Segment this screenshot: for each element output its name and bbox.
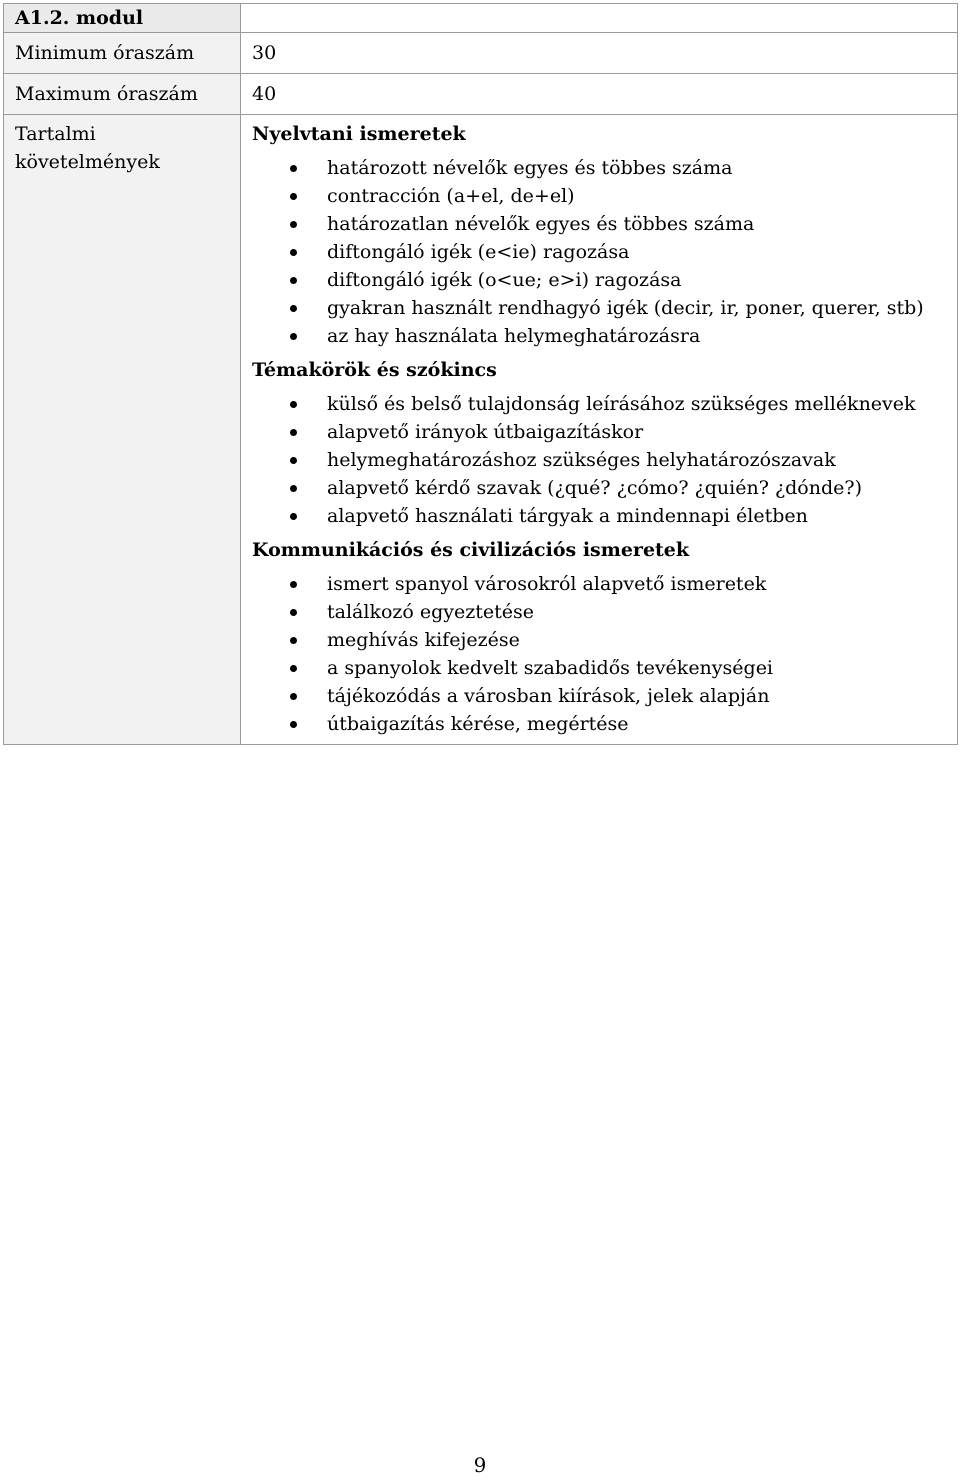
- list-item-text: diftongáló igék (e<ie) ragozása: [327, 241, 630, 263]
- list-item: [252, 654, 957, 682]
- minimum-hours-label: Minimum óraszám: [4, 33, 241, 74]
- list-item-text: gyakran használt rendhagyó igék (decir, ir, poner, querer, stb): [327, 297, 924, 319]
- list-item-text: alapvető irányok útbaigazításkor: [327, 421, 644, 443]
- section-communication-civilization: [252, 536, 957, 738]
- bullet-list: [252, 154, 957, 350]
- bullet-icon: [290, 429, 297, 436]
- minimum-hours-row: [4, 33, 958, 74]
- bullet-icon: [290, 721, 297, 728]
- module-table: [3, 3, 958, 745]
- list-item: [252, 446, 957, 474]
- list-item-text: határozott névelők egyes és többes száma: [327, 157, 733, 179]
- module-title-value: [241, 4, 958, 33]
- list-item: [252, 710, 957, 738]
- bullet-icon: [290, 333, 297, 340]
- section-topics-vocabulary: [252, 356, 957, 530]
- list-item: [252, 418, 957, 446]
- list-item-text: meghívás kifejezése: [327, 629, 520, 651]
- list-item-text: az hay használata helymeghatározásra: [327, 325, 701, 347]
- content-requirements-cell: [241, 115, 958, 745]
- list-item: [252, 154, 957, 182]
- list-item: [252, 474, 957, 502]
- minimum-hours-value: 30: [241, 33, 958, 74]
- bullet-icon: [290, 637, 297, 644]
- content-requirements-label: Tartalmi követelmények: [4, 115, 241, 745]
- bullet-icon: [290, 457, 297, 464]
- list-item: [252, 238, 957, 266]
- bullet-icon: [290, 305, 297, 312]
- list-item-text: diftongáló igék (o<ue; e>i) ragozása: [327, 269, 682, 291]
- list-item: [252, 390, 957, 418]
- section-title: Témakörök és szókincs: [252, 359, 497, 381]
- page-number: 9: [473, 1453, 487, 1477]
- maximum-hours-label: Maximum óraszám: [4, 74, 241, 115]
- section-title: Kommunikációs és civilizációs ismeretek: [252, 539, 690, 561]
- list-item: [252, 322, 957, 350]
- list-item-text: találkozó egyeztetése: [327, 601, 535, 623]
- module-header-row: [4, 4, 958, 33]
- list-item-text: contracción (a+el, de+el): [327, 185, 575, 207]
- bullet-icon: [290, 277, 297, 284]
- bullet-icon: [290, 193, 297, 200]
- bullet-icon: [290, 581, 297, 588]
- list-item: [252, 266, 957, 294]
- bullet-icon: [290, 609, 297, 616]
- list-item-text: helymeghatározáshoz szükséges helyhatározószavak: [327, 449, 836, 471]
- list-item: [252, 570, 957, 598]
- list-item: [252, 682, 957, 710]
- bullet-list: [252, 570, 957, 738]
- bullet-icon: [290, 693, 297, 700]
- list-item-text: külső és belső tulajdonság leírásához szükséges melléknevek: [327, 393, 916, 415]
- list-item: [252, 210, 957, 238]
- list-item-text: útbaigazítás kérése, megértése: [327, 713, 629, 735]
- list-item-text: alapvető használati tárgyak a mindennapi életben: [327, 505, 808, 527]
- bullet-icon: [290, 513, 297, 520]
- list-item: [252, 182, 957, 210]
- list-item: [252, 626, 957, 654]
- section-grammar: [252, 120, 957, 350]
- list-item-text: határozatlan névelők egyes és többes száma: [327, 213, 755, 235]
- content-requirements-row: [4, 115, 958, 745]
- bullet-icon: [290, 221, 297, 228]
- module-title: A1.2. modul: [4, 4, 241, 33]
- maximum-hours-value: 40: [241, 74, 958, 115]
- list-item-text: a spanyolok kedvelt szabadidős tevékenységei: [327, 657, 774, 679]
- bullet-icon: [290, 665, 297, 672]
- bullet-icon: [290, 401, 297, 408]
- list-item: [252, 294, 957, 322]
- bullet-icon: [290, 165, 297, 172]
- list-item-text: tájékozódás a városban kiírások, jelek alapján: [327, 685, 770, 707]
- section-title: Nyelvtani ismeretek: [252, 123, 466, 145]
- bullet-icon: [290, 249, 297, 256]
- bullet-list: [252, 390, 957, 530]
- list-item: [252, 502, 957, 530]
- list-item-text: ismert spanyol városokról alapvető ismeretek: [327, 573, 767, 595]
- bullet-icon: [290, 485, 297, 492]
- list-item-text: alapvető kérdő szavak (¿qué? ¿cómo? ¿quién? ¿dónde?): [327, 477, 862, 499]
- maximum-hours-row: [4, 74, 958, 115]
- list-item: [252, 598, 957, 626]
